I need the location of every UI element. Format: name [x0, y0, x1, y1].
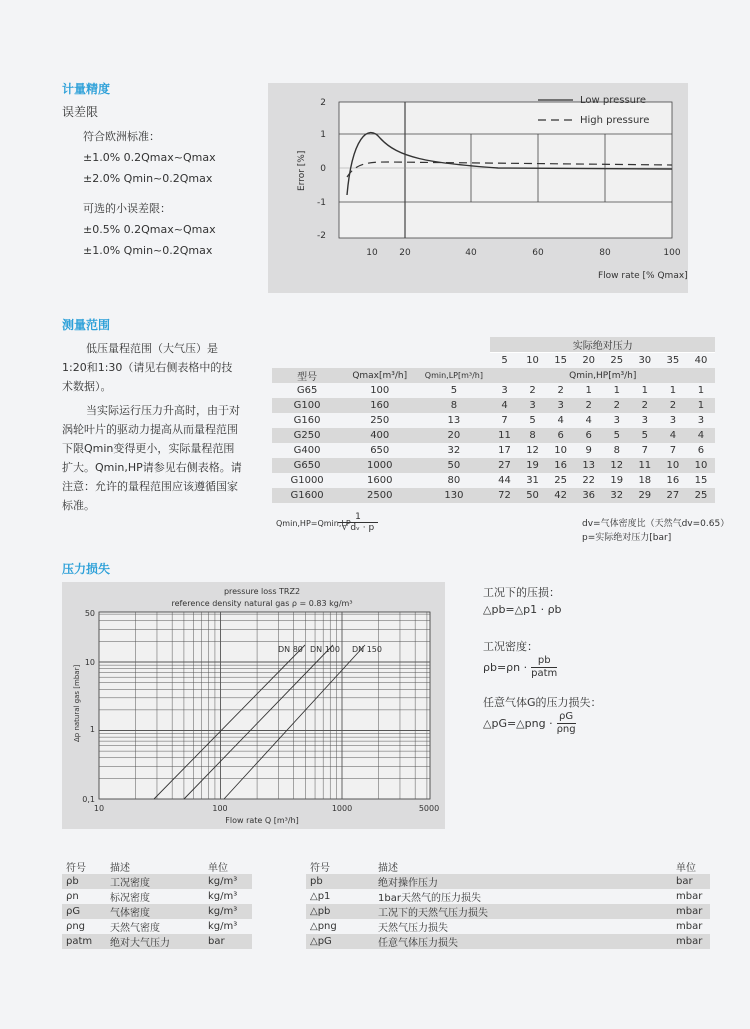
y-tick: 10: [84, 658, 95, 667]
accuracy-line: 符合欧洲标准：: [83, 130, 160, 143]
qmin-cell: 8: [450, 400, 458, 411]
qmax-cell: 650: [370, 445, 390, 456]
qmin-formula-fraction: [338, 512, 378, 533]
symbol-desc: 天然气压力损失: [378, 923, 448, 934]
table-row: [272, 473, 715, 488]
qmin-hp-cell: 3: [613, 415, 620, 426]
accuracy-list: [83, 128, 216, 259]
symbol-sym: ρn: [66, 891, 79, 902]
formula-3-title: 任意气体G的压力损失：: [483, 696, 602, 709]
qmin-hp-cell: 1: [669, 385, 677, 396]
qmin-hp-cell: 29: [638, 490, 652, 501]
model-cell: G100: [293, 400, 321, 411]
symbol-unit: mbar: [676, 891, 703, 902]
qmax-cell: 250: [370, 415, 390, 426]
qmin-hp-cell: 11: [638, 460, 652, 471]
qmin-hp-cell: 1: [697, 400, 705, 411]
error-chart-panel: [268, 83, 688, 293]
qmin-hp-cell: 27: [498, 460, 511, 471]
qmin-hp-cell: 2: [529, 385, 536, 396]
qmin-hp-cell: 44: [498, 475, 511, 486]
qmin-hp-cell: 3: [501, 385, 508, 396]
model-cell: G65: [296, 385, 318, 396]
x-axis-label: Flow rate Q [m³/h]: [225, 816, 299, 825]
qmin-hp-cell: 18: [638, 475, 652, 486]
qmin-hp-cell: 72: [498, 490, 511, 501]
qmin-hp-cell: 6: [557, 430, 564, 441]
x-tick: 100: [663, 248, 681, 258]
model-cell: G650: [293, 460, 321, 471]
qmin-hp-cell: 11: [498, 430, 511, 441]
qmin-hp-cell: 13: [582, 460, 596, 471]
range-paragraph-2: 当实际运行压力升高时，由于对涡轮叶片的驱动力提高从而量程范围下限Qmin变得更小，实际量程范围扩大。Qmin,HP请参见右侧表格。请注意：允许的量程范围应该遵循国家标准。: [62, 404, 242, 512]
y-tick: 50: [84, 609, 95, 618]
error-chart: [268, 83, 688, 293]
symbol-sym: pb: [310, 876, 323, 887]
formula-2: [483, 655, 602, 680]
qmin-hp-cell: 15: [694, 475, 708, 486]
y-tick: 2: [320, 98, 326, 108]
qmin-hp-cell: 10: [554, 445, 567, 456]
table-row: [272, 428, 715, 443]
symbol-sym: patm: [66, 936, 93, 947]
x-tick: 100: [212, 804, 228, 813]
x-tick: 20: [399, 248, 411, 258]
symbol-sym: ρG: [66, 906, 81, 917]
qmin-hp-cell: 42: [554, 490, 567, 501]
pressure-header: 25: [610, 355, 624, 366]
accuracy-line: 可选的小误差限：: [83, 202, 171, 215]
formula-block: [483, 584, 602, 736]
qmin-hp-cell: 25: [694, 490, 708, 501]
y-tick: -1: [317, 198, 326, 208]
qmin-hp-cell: 5: [613, 430, 620, 441]
qmin-hp-cell: 27: [666, 490, 680, 501]
symbol-unit: bar: [208, 936, 225, 947]
col-qmin-lp: Qmin,LP[m³/h]: [424, 371, 483, 380]
accuracy-line: ±2.0% Qmin~0.2Qmax: [83, 172, 213, 185]
qmin-hp-cell: 7: [669, 445, 677, 456]
dn80-label: DN 80: [278, 645, 303, 654]
x-tick: 10: [93, 804, 105, 813]
qmin-hp-cell: 19: [526, 460, 539, 471]
qmin-hp-cell: 31: [526, 475, 539, 486]
symbols-table-right: [306, 859, 710, 949]
qmin-hp-cell: 9: [585, 445, 592, 456]
qmin-hp-cell: 8: [529, 430, 536, 441]
qmin-hp-cell: 4: [501, 400, 508, 411]
model-cell: G1600: [290, 490, 324, 501]
qmin-hp-cell: 50: [526, 490, 539, 501]
qmin-hp-cell: 7: [501, 415, 508, 426]
pressure-note: p=实际绝对压力[bar]: [582, 533, 672, 543]
pressure-header: 30: [638, 355, 652, 366]
symbol-row: [62, 874, 252, 889]
qmax-cell: 100: [370, 385, 390, 396]
qmin-cell: 80: [447, 475, 461, 486]
y-axis-label: Error [%]: [297, 150, 307, 191]
range-table: [272, 337, 715, 503]
y-tick: 0,1: [82, 795, 95, 804]
qmin-hp-cell: 16: [554, 460, 567, 471]
qmin-hp-cell: 19: [610, 475, 624, 486]
chart-subtitle: reference density natural gas ρ = 0.83 kg/m³: [171, 599, 353, 608]
qmin-hp-cell: 1: [585, 385, 592, 396]
qmin-hp-cell: 5: [529, 415, 536, 426]
formula-2-fraction: [531, 655, 557, 680]
qmin-hp-cell: 10: [666, 460, 680, 471]
qmax-cell: 1600: [367, 475, 393, 486]
symbol-row: [62, 889, 252, 904]
symbol-row: [306, 934, 710, 949]
pressure-group-header: 实际绝对压力: [490, 337, 715, 353]
formula-2-title: 工况密度：: [483, 640, 538, 653]
chart-title: pressure loss TRZ2: [223, 587, 301, 596]
x-tick: 80: [599, 248, 611, 258]
model-cell: G160: [293, 415, 321, 426]
qmin-hp-cell: 1: [613, 385, 620, 396]
symbol-sym: △p1: [310, 891, 331, 902]
y-tick: -2: [317, 231, 326, 241]
symbol-unit: mbar: [676, 936, 703, 947]
formula-2-num: pb: [531, 655, 557, 668]
symbol-unit: kg/m³: [208, 906, 238, 917]
dn100-label: DN 100: [310, 645, 340, 654]
symbol-row: [306, 919, 710, 934]
section-title-pressure-loss: 压力损失: [62, 562, 111, 576]
qmin-hp-cell: 25: [554, 475, 567, 486]
symbol-unit: kg/m³: [208, 921, 238, 932]
symbol-desc: 绝对大气压力: [110, 938, 170, 949]
qmin-hp-cell: 2: [585, 400, 592, 411]
formula-3: [483, 711, 602, 736]
table-row: [272, 398, 715, 413]
qmin-hp-cell: 36: [582, 490, 596, 501]
y-axis-label: Δp natural gas [mbar]: [73, 664, 81, 742]
y-tick: 1: [89, 725, 95, 734]
symbol-desc: 气体密度: [110, 908, 150, 919]
qmin-hp-cell: 3: [557, 400, 564, 411]
accuracy-line: ±1.0% 0.2Qmax~Qmax: [83, 151, 216, 164]
formula-denominator: √ dᵥ · p: [341, 523, 375, 533]
qmin-hp-cell: 4: [697, 430, 705, 441]
qmin-hp-cell: 12: [526, 445, 539, 456]
qmin-hp-cell: 2: [641, 400, 648, 411]
qmin-hp-cell: 22: [582, 475, 596, 486]
header-description: 描述: [378, 863, 398, 874]
table-row: [272, 488, 715, 503]
qmin-hp-cell: 7: [641, 445, 648, 456]
error-limit-subtitle: 误差限: [62, 105, 99, 119]
qmin-hp-cell: 32: [610, 490, 624, 501]
x-tick: 1000: [331, 804, 353, 813]
qmin-hp-cell: 16: [666, 475, 680, 486]
symbol-row: [306, 874, 710, 889]
pressure-header: 15: [554, 355, 567, 366]
accuracy-line: ±1.0% Qmin~0.2Qmax: [83, 244, 213, 257]
symbol-desc: 1bar天然气的压力损失: [378, 893, 481, 904]
header-symbol: 符号: [310, 863, 330, 874]
col-qmax: Qmax[m³/h]: [352, 370, 408, 381]
qmax-cell: 400: [370, 430, 390, 441]
qmin-cell: 130: [444, 490, 464, 501]
symbol-sym: ρng: [66, 921, 86, 932]
qmin-hp-cell: 8: [613, 445, 620, 456]
formula-2-den: patm: [531, 668, 558, 679]
qmin-cell: 20: [447, 430, 461, 441]
formula-1: △pb=△p1 · ρb: [483, 603, 562, 616]
x-tick: 40: [465, 248, 477, 258]
qmin-hp-cell: 1: [641, 385, 648, 396]
qmin-hp-cell: 17: [498, 445, 511, 456]
symbol-desc: 工况下的天然气压力损失: [378, 908, 488, 919]
col-model: 型号: [297, 372, 318, 383]
table-row: [272, 458, 715, 473]
header-unit: 单位: [208, 863, 228, 874]
symbol-sym: △png: [310, 921, 337, 932]
qmin-hp-cell: 10: [694, 460, 708, 471]
formula-3-fraction: [557, 711, 576, 736]
symbol-desc: 标况密度: [110, 893, 150, 904]
table-row: [272, 413, 715, 428]
pressure-chart-panel: [62, 582, 445, 829]
symbol-unit: kg/m³: [208, 891, 238, 902]
symbol-desc: 任意气体压力损失: [378, 938, 458, 949]
model-cell: G1000: [290, 475, 324, 486]
model-cell: G250: [293, 430, 321, 441]
range-paragraph-1: 低压量程范围（大气压）是1:20和1:30（请见右侧表格中的技术数据）。: [62, 342, 233, 393]
formula-2-left: ρb=ρn ·: [483, 661, 528, 674]
qmin-cell: 13: [447, 415, 461, 426]
qmin-hp-cell: 2: [613, 400, 620, 411]
formula-numerator: 1: [338, 512, 378, 523]
qmax-cell: 160: [370, 400, 390, 411]
header-unit: 单位: [676, 863, 696, 874]
symbol-row: [306, 904, 710, 919]
qmin-hp-cell: 12: [610, 460, 624, 471]
section-title-range: 测量范围: [62, 318, 111, 332]
symbol-unit: kg/m³: [208, 876, 238, 887]
qmax-cell: 1000: [367, 460, 393, 471]
symbol-sym: ρb: [66, 876, 79, 887]
pressure-header: 5: [501, 355, 508, 366]
qmin-hp-cell: 3: [669, 415, 677, 426]
qmin-hp-cell: 2: [557, 385, 564, 396]
pressure-loss-chart: [62, 582, 445, 829]
symbol-unit: bar: [676, 876, 693, 887]
qmin-hp-cell: 4: [557, 415, 564, 426]
model-cell: G400: [293, 445, 321, 456]
symbols-table-left: [62, 859, 252, 949]
header-description: 描述: [110, 863, 130, 874]
symbol-desc: 绝对操作压力: [378, 878, 438, 889]
qmin-cell: 32: [447, 445, 461, 456]
symbol-sym: △pG: [310, 936, 332, 947]
section-title-accuracy: 计量精度: [62, 82, 111, 96]
legend-high-pressure: High pressure: [580, 115, 650, 126]
pressure-header: 35: [666, 355, 680, 366]
symbol-desc: 工况密度: [110, 878, 150, 889]
qmin-hp-cell: 6: [697, 445, 705, 456]
x-tick: 10: [366, 248, 378, 258]
y-tick: 1: [320, 130, 326, 140]
qmin-hp-cell: 4: [669, 430, 677, 441]
symbol-row: [62, 919, 252, 934]
symbol-row: [62, 934, 252, 949]
x-tick: 60: [532, 248, 544, 258]
symbol-sym: △pb: [310, 906, 331, 917]
qmin-formula-left: Qmin,HP=Qmin,LP ·: [276, 519, 356, 528]
qmin-hp-cell: 4: [585, 415, 592, 426]
formula-3-num: ρG: [557, 711, 576, 724]
formula-1-title: 工况下的压损：: [483, 586, 560, 599]
table-row: [272, 383, 715, 398]
pressure-header: 40: [694, 355, 708, 366]
symbol-desc: 天然气密度: [110, 923, 160, 934]
x-axis-label: Flow rate [% Qmax]: [598, 271, 688, 281]
formula-3-den: ρng: [556, 724, 576, 735]
x-tick: 5000: [418, 804, 440, 813]
accuracy-line: ±0.5% 0.2Qmax~Qmax: [83, 223, 216, 236]
symbol-row: [62, 904, 252, 919]
formula-3-left: △pG=△png ·: [483, 717, 553, 730]
table-row: [272, 443, 715, 458]
qmax-cell: 2500: [367, 490, 393, 501]
qmin-hp-cell: 2: [669, 400, 677, 411]
symbol-row: [306, 889, 710, 904]
qmin-hp-cell: 6: [585, 430, 592, 441]
symbol-unit: mbar: [676, 906, 703, 917]
density-note: dv=气体密度比（天然气dv=0.65）: [582, 519, 730, 529]
qmin-cell: 50: [447, 460, 461, 471]
qmin-hp-cell: 1: [697, 385, 705, 396]
legend-low-pressure: Low pressure: [580, 95, 647, 106]
y-tick: 0: [320, 164, 326, 174]
pressure-header: 20: [582, 355, 596, 366]
symbol-unit: mbar: [676, 921, 703, 932]
qmin-hp-cell: 3: [697, 415, 705, 426]
qmin-hp-cell: 3: [529, 400, 536, 411]
dn150-label: DN 150: [352, 645, 382, 654]
header-symbol: 符号: [66, 863, 86, 874]
pressure-header: 10: [526, 355, 539, 366]
col-qmin-hp: Qmin,HP[m³/h]: [569, 370, 637, 381]
qmin-cell: 5: [450, 385, 458, 396]
qmin-hp-cell: 3: [641, 415, 648, 426]
qmin-hp-cell: 5: [641, 430, 648, 441]
